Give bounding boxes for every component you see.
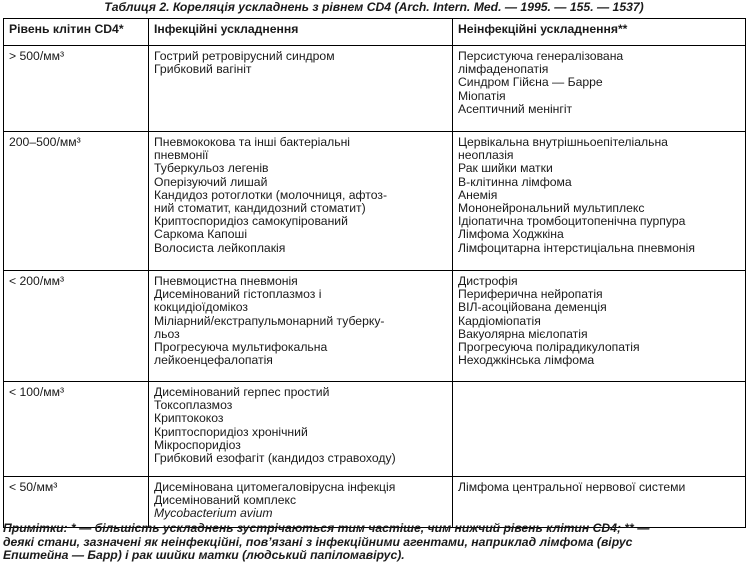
list-item: Міліарний/екстрапульмонарний туберку- bbox=[154, 313, 385, 328]
list-item: Криптококоз bbox=[154, 411, 224, 426]
list-item: ний стоматит, кандидозний стоматит) bbox=[154, 201, 366, 216]
list-item: Дисемінована цитомегаловірусна інфекція bbox=[154, 480, 396, 494]
list-item: Периферична нейропатія bbox=[458, 287, 603, 302]
table-row bbox=[4, 477, 746, 528]
noninfectious-cell bbox=[453, 477, 746, 528]
list-item: Гострий ретровірусний синдром bbox=[154, 49, 335, 63]
table-row bbox=[4, 46, 746, 132]
list-item: Мононейрональний мультиплекс bbox=[458, 201, 645, 216]
list-item: Анемія bbox=[458, 187, 498, 202]
table-row bbox=[4, 382, 746, 477]
table-header-row bbox=[4, 19, 746, 46]
list-item: Рак шийки матки bbox=[458, 161, 553, 176]
list-item: Кардіоміопатія bbox=[458, 313, 541, 328]
table-row bbox=[4, 132, 746, 271]
list-item: Mycobacterium avium bbox=[154, 506, 273, 521]
list-item: Туберкульоз легенів bbox=[154, 161, 269, 176]
list-item: Криптоспоридіоз хронічний bbox=[154, 424, 308, 439]
footnote-line: Примітки: * — більшість ускладнень зустрічаються тим частіше, чим нижчий рівень клітин CD4; ** — bbox=[3, 521, 650, 535]
list-item: Дистрофія bbox=[458, 274, 518, 288]
infectious-cell bbox=[149, 46, 453, 132]
list-item: Грибковий езофагіт (кандидоз стравоходу) bbox=[154, 451, 396, 466]
list-item: Криптоспоридіоз самокупірований bbox=[154, 214, 348, 229]
cd4-level-cell: > 500/мм³ bbox=[4, 46, 149, 132]
noninfectious-cell bbox=[453, 271, 746, 382]
list-item: Персистуюча генералізована bbox=[458, 49, 624, 63]
list-item: Міопатія bbox=[458, 88, 506, 103]
list-item: Кандидоз ротоглотки (молочниця, афтоз- bbox=[154, 187, 388, 202]
list-item: Лімфома центральної нервової системи bbox=[458, 480, 686, 494]
header-infectious: Інфекційні ускладнення bbox=[149, 19, 453, 46]
list-item: Ідіопатична тромбоцитопенічна пурпура bbox=[458, 214, 686, 229]
list-item: лімфаденопатія bbox=[458, 62, 549, 77]
noninfectious-cell bbox=[453, 46, 746, 132]
list-item: Волосиста лейкоплакія bbox=[154, 240, 286, 255]
list-item: Вакуолярна мієлопатія bbox=[458, 326, 588, 341]
cd4-level-cell: 200–500/мм³ bbox=[4, 132, 149, 271]
list-item: Неходжкінська лімфома bbox=[458, 353, 595, 368]
table-caption: Таблиця 2. Кореляція ускладнень з рівнем CD4 (Arch. Intern. Med. — 1995. — 155. — 1537) bbox=[104, 0, 644, 14]
list-item: Дисемінований комплекс bbox=[154, 493, 297, 508]
header-cd4-level: Рівень клітин CD4* bbox=[4, 19, 149, 46]
infectious-cell bbox=[149, 477, 453, 528]
cd4-level-cell: < 200/мм³ bbox=[4, 271, 149, 382]
list-item: Асептичний менінгіт bbox=[458, 101, 573, 116]
list-item: Оперізуючий лишай bbox=[154, 174, 268, 189]
table-row bbox=[4, 271, 746, 382]
noninfectious-cell bbox=[453, 382, 746, 477]
list-item: Пневмоцистна пневмонія bbox=[154, 274, 298, 288]
list-item: Лімфоцитарна інтерстиціальна пневмонія bbox=[458, 240, 695, 255]
cd4-complications-table bbox=[3, 18, 746, 528]
table-footnotes bbox=[3, 522, 745, 563]
list-item: Мікроспоридіоз bbox=[154, 437, 241, 452]
list-item: лейкоенцефалопатія bbox=[154, 353, 273, 368]
list-item: кокцидіоїдомікоз bbox=[154, 300, 249, 315]
list-item: Цервікальна внутрішньоепітеліальна bbox=[458, 135, 668, 149]
list-item: Токсоплазмоз bbox=[154, 398, 233, 413]
list-item: Дисемінований герпес простий bbox=[154, 385, 330, 399]
cd4-level-cell: < 100/мм³ bbox=[4, 382, 149, 477]
list-item: Грибковий вагініт bbox=[154, 62, 252, 77]
list-item: неоплазія bbox=[458, 148, 514, 163]
infectious-cell bbox=[149, 271, 453, 382]
header-noninfectious: Неінфекційні ускладнення** bbox=[453, 19, 746, 46]
list-item: ВІЛ-асоційована деменція bbox=[458, 300, 607, 315]
list-item: Лімфома Ходжкіна bbox=[458, 227, 564, 242]
infectious-cell bbox=[149, 132, 453, 271]
list-item: пневмонії bbox=[154, 148, 209, 163]
list-item: льоз bbox=[154, 326, 180, 341]
list-item: Прогресуюча полірадикулопатія bbox=[458, 340, 640, 355]
list-item: Дисемінований гістоплазмоз і bbox=[154, 287, 322, 302]
list-item: Саркома Капоші bbox=[154, 227, 248, 242]
list-item: Прогресуюча мультифокальна bbox=[154, 340, 328, 355]
list-item: В-клітинна лімфома bbox=[458, 174, 572, 189]
noninfectious-cell bbox=[453, 132, 746, 271]
footnote-line: Епштейна — Барр) і рак шийки матки (людський папіломавірус). bbox=[3, 548, 405, 562]
cd4-level-cell: < 50/мм³ bbox=[4, 477, 149, 528]
list-item: Пневмококова та інші бактеріальні bbox=[154, 135, 351, 149]
footnote-line: деякі стани, зазначені як неінфекційні, пов’язані з інфекційними агентами, наприклад лімфома (вірус bbox=[3, 534, 633, 549]
infectious-cell bbox=[149, 382, 453, 477]
list-item: Синдром Гійєна — Барре bbox=[458, 75, 603, 90]
